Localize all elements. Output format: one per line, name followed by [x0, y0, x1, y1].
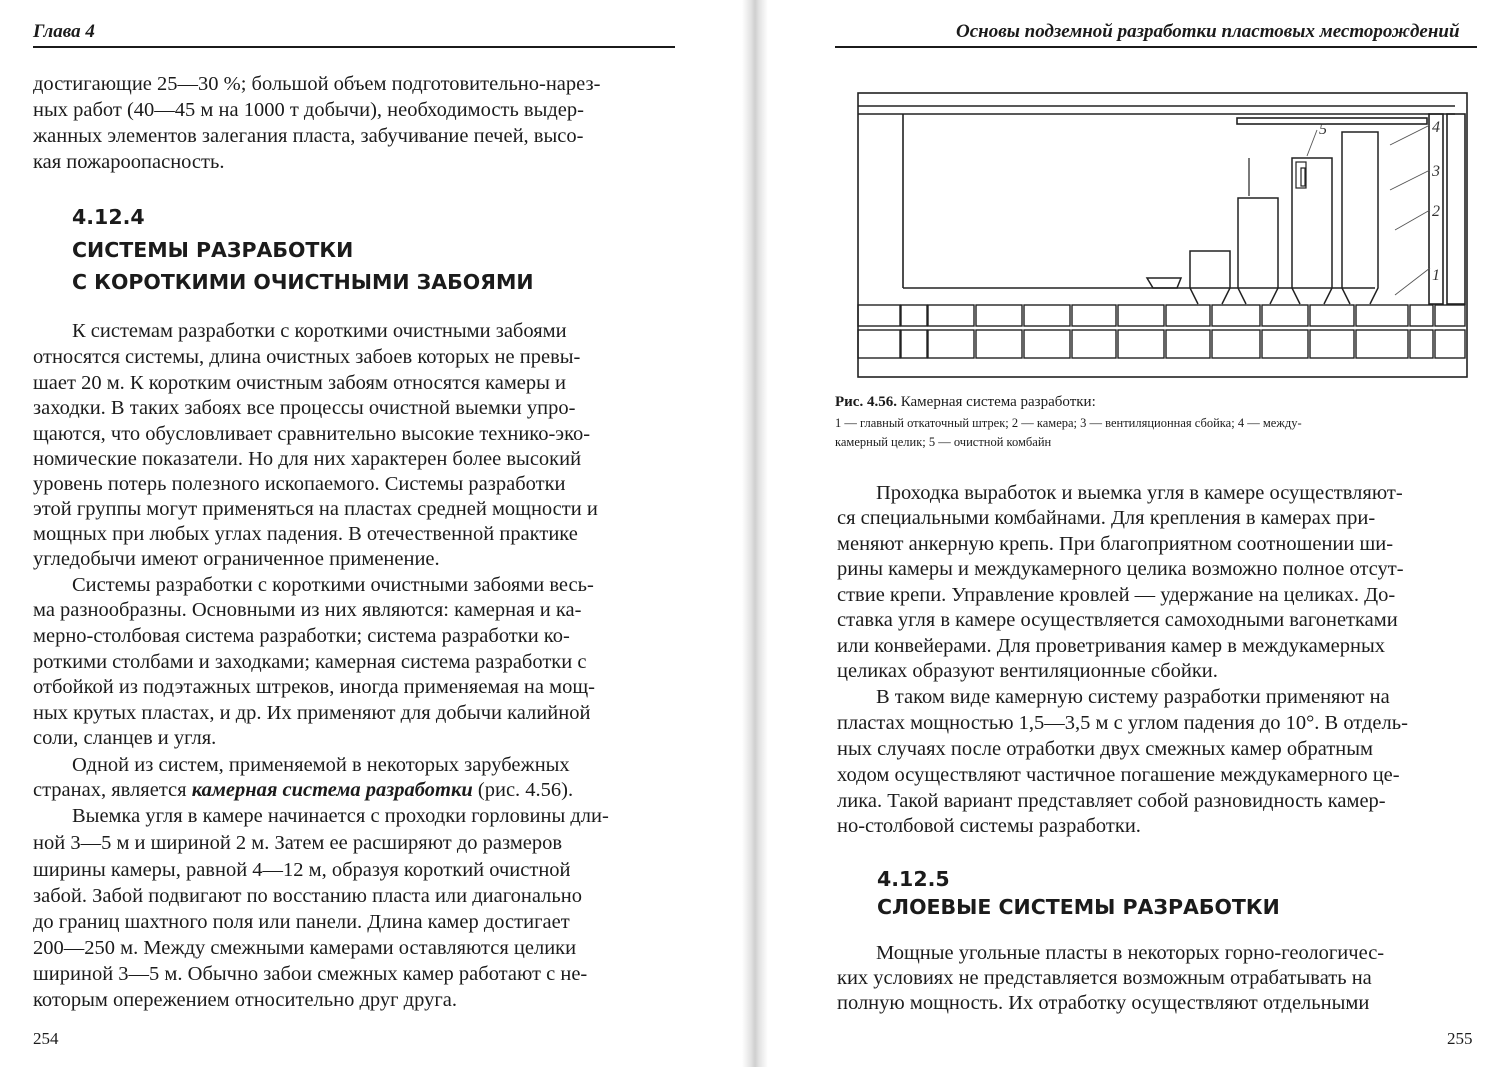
text-line: шириной 3—5 м. Обычно забои смежных камер работают с не- [33, 963, 588, 985]
figure-frame [858, 93, 1467, 377]
pillar-block [1118, 305, 1164, 326]
text-line: достигающие 25—30 %; большой объем подготовительно-нарез- [33, 73, 601, 95]
text-line: ных работ (40—45 м на 1000 т добычи), необходимость выдер- [33, 99, 584, 121]
callout-1: 1 [1432, 267, 1440, 284]
text-line: ных случаях после отработки двух смежных камер обратным [837, 738, 1374, 760]
pillar-block [1262, 305, 1308, 326]
text-line: соли, сланцев и угля. [33, 727, 217, 749]
figure-caption [835, 393, 1096, 412]
text-run: (рис. 4.56). [472, 779, 574, 801]
text-line: пластах мощностью 1,5—3,5 м с углом падения до 10°. В отдель- [837, 712, 1408, 734]
text-line: полную мощность. Их отработку осуществляют отдельными [837, 992, 1370, 1014]
figure-label: Рис. 4.56. [835, 394, 897, 410]
text-line: заходки. В таких забоях все процессы очистной выемки упро- [33, 397, 576, 419]
callout-leaders [1307, 125, 1430, 295]
text-line: мощных при любых углах падения. В отечественной практике [33, 523, 578, 545]
text-line: которым опережением относительно друг друга. [33, 989, 457, 1011]
text-line: ходом осуществляют частичное погашение междукамерного це- [837, 764, 1400, 786]
text-line: 200—250 м. Между смежными камерами оставляются целики [33, 937, 577, 959]
text-line: ких условиях не представляется возможным отрабатывать на [837, 967, 1372, 989]
figure-border [858, 93, 1467, 377]
pillar-block [1356, 305, 1408, 326]
running-head: Глава 4 [33, 21, 95, 42]
text-line: Системы разработки с короткими очистными забоями весь- [72, 574, 594, 596]
chamber-mouth [1147, 278, 1181, 288]
pillar-block [1072, 305, 1116, 326]
pillar-block [1166, 330, 1210, 358]
text-line: шает 20 м. К коротким очистным забоям относятся камеры и [33, 372, 567, 394]
section-number: 4.12.4 [72, 205, 145, 229]
text-line: Выемка угля в камере начинается с проходки горловины дли- [72, 805, 609, 827]
figure-legend-line: 1 — главный откаточный штрек; 2 — камера; 3 — вентиляционная сбойка; 4 — между- [835, 416, 1302, 430]
chambers [1147, 132, 1378, 304]
callout-5: 5 [1319, 121, 1327, 138]
text-line: относятся системы, длина очистных забоев которых не превы- [33, 346, 581, 368]
callout-labels [1319, 119, 1440, 284]
pillar-block [858, 305, 900, 326]
leader-line [1390, 125, 1430, 145]
pillar-block [928, 330, 974, 358]
chamber [1342, 132, 1378, 304]
text-line: К системам разработки с короткими очистными забоями [72, 320, 567, 342]
section-title: СИСТЕМЫ РАЗРАБОТКИ [72, 238, 354, 262]
page-number: 255 [1447, 1029, 1473, 1048]
page-number: 254 [33, 1029, 59, 1048]
header-rule [835, 46, 1477, 48]
text-line: ной 3—5 м и шириной 2 м. Затем ее расширяют до размеров [33, 832, 563, 854]
text-line: Одной из систем, применяемой в некоторых зарубежных [72, 754, 570, 776]
text-line: мерно-столбовая система разработки; система разработки ко- [33, 625, 570, 647]
ventilation-drift [1237, 118, 1427, 124]
text-line: ширины камеры, равной 4—12 м, образуя короткий очистной [33, 859, 571, 881]
text-line: отбойкой из подэтажных штреков, иногда применяемая на мощ- [33, 676, 595, 698]
pillar-block [1262, 330, 1308, 358]
pillar-block [976, 305, 1022, 326]
pillar-block [928, 305, 974, 326]
running-head: Основы подземной разработки пластовых месторождений [956, 21, 1460, 42]
pillar-block [1410, 305, 1433, 326]
pillar-block [1410, 330, 1433, 358]
callout-4: 4 [1432, 119, 1440, 136]
text-line: рины камеры и междукамерного целика возможно полное отсут- [837, 558, 1404, 580]
barrier-pillar [1447, 114, 1465, 304]
pillar-block [1024, 305, 1070, 326]
leader-line [1307, 130, 1317, 156]
text-line: ся специальными комбайнами. Для крепления в камерах при- [837, 507, 1376, 529]
text-line: или конвейерами. Для проветривания камер в междукамерных [837, 635, 1386, 657]
pillar-block [976, 330, 1022, 358]
pillar-block [1435, 305, 1465, 326]
text-line: меняют анкерную крепь. При благоприятном соотношении ши- [837, 533, 1394, 555]
section-title: СЛОЕВЫЕ СИСТЕМЫ РАЗРАБОТКИ [877, 895, 1280, 919]
pillar-block [858, 330, 900, 358]
text-line: роткими столбами и заходками; камерная система разработки с [33, 651, 587, 673]
left-page [0, 0, 748, 1067]
pillar-block [901, 305, 927, 326]
text-line: жанных элементов залегания пласта, забучивание печей, высо- [33, 125, 584, 147]
pillar-block [1212, 330, 1260, 358]
text-run: странах, является [33, 779, 192, 801]
leader-line [1395, 210, 1430, 230]
text-line: но-столбовой системы разработки. [837, 815, 1141, 837]
chamber [1292, 158, 1332, 304]
section-title: С КОРОТКИМИ ОЧИСТНЫМИ ЗАБОЯМИ [72, 270, 534, 294]
text-line: ставка угля в камере осуществляется самоходными вагонетками [837, 609, 1398, 631]
callout-2: 2 [1432, 203, 1440, 220]
callout-3: 3 [1432, 163, 1440, 180]
chamber [1190, 251, 1230, 304]
text-line: В таком виде камерную систему разработки применяют на [876, 686, 1390, 708]
pillar-block [1212, 305, 1260, 326]
text-line: щаются, что обусловливает сравнительно высокие технико-эко- [33, 423, 591, 445]
leader-line [1390, 170, 1430, 190]
miner-arm [1301, 168, 1305, 186]
text-line: угледобычи имеют ограниченное применение. [33, 548, 440, 570]
text-line: забой. Забой подвигают по восстанию пласта или диагонально [33, 885, 582, 907]
pillar-block [1166, 305, 1210, 326]
pillar-block [1072, 330, 1116, 358]
text-line: лика. Такой вариант представляет собой разновидность камер- [837, 790, 1386, 812]
text-line: ствие крепи. Управление кровлей — удержание на целиках. До- [837, 584, 1396, 606]
pillar-block [1118, 330, 1164, 358]
text-line-with-emphasis [33, 777, 573, 803]
text-line: номические показатели. Но для них характерен более высокий [33, 448, 582, 470]
emphasized-term: камерная система разработки [191, 779, 473, 801]
section-number: 4.12.5 [877, 867, 950, 891]
continuous-miner [1249, 158, 1306, 196]
text-line: уровень потерь полезного ископаемого. Системы разработки [33, 473, 566, 495]
pillar-block [1356, 330, 1408, 358]
pillar-block [901, 330, 927, 358]
chamber-mining-system-figure [855, 90, 1470, 380]
text-line: Проходка выработок и выемка угля в камере осуществляют- [876, 482, 1403, 504]
text-line: ных крутых пластах, и др. Их применяют для добычи калийной [33, 702, 591, 724]
text-line: целиках образуют вентиляционные сбойки. [837, 660, 1218, 682]
text-line: до границ шахтного поля или панели. Длина камер достигает [33, 911, 570, 933]
figure-title: Камерная система разработки: [900, 394, 1096, 410]
leader-line [1395, 268, 1430, 295]
pillar-block [1435, 330, 1465, 358]
pillar-block [1310, 305, 1354, 326]
text-line: ма разнообразны. Основными из них являются: камерная и ка- [33, 599, 582, 621]
text-line: этой группы могут применяться на пластах средней мощности и [33, 498, 598, 520]
main-haulage-drift [858, 305, 1465, 358]
pillar-block [1310, 330, 1354, 358]
figure-legend-line: камерный целик; 5 — очистной комбайн [835, 435, 1052, 449]
text-line: кая пожароопасность. [33, 151, 225, 173]
text-line: Мощные угольные пласты в некоторых горно-геологичес- [876, 942, 1385, 964]
header-rule [33, 46, 675, 48]
pillar-block [1024, 330, 1070, 358]
